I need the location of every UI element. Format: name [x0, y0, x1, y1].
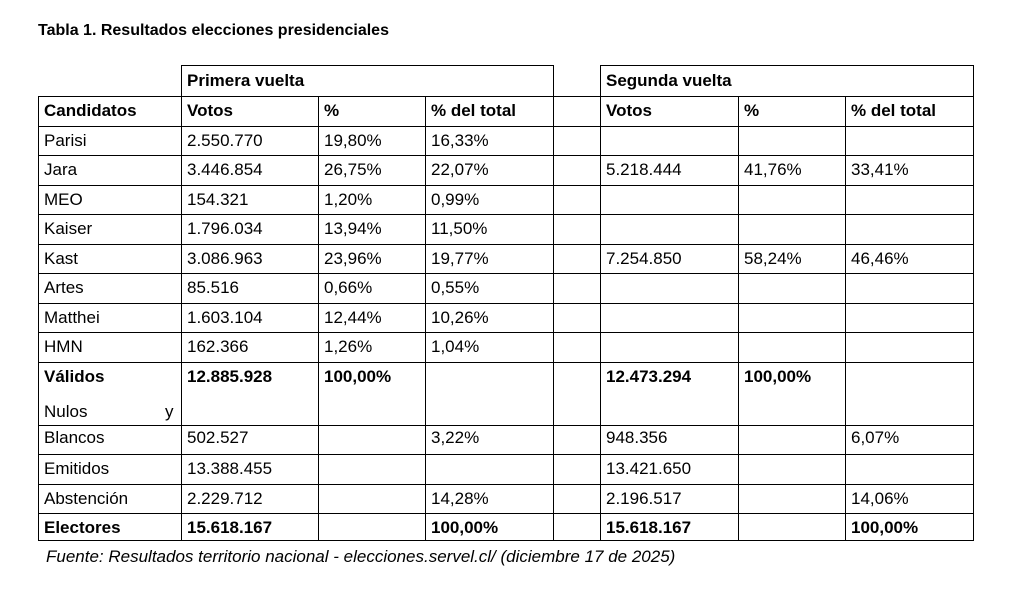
table-row-line [38, 273, 974, 274]
table-cell: 100,00% [851, 518, 919, 537]
table-row-line [38, 513, 974, 514]
table-cell: 33,41% [851, 160, 909, 179]
table-col-line [973, 65, 974, 541]
table-cell: 2.229.712 [187, 489, 263, 508]
table-cell: 12.885.928 [187, 367, 273, 386]
table-row-line [38, 155, 974, 156]
row-label: Kaiser [44, 219, 93, 238]
column-header: % [744, 101, 760, 120]
table-cell: 2.196.517 [606, 489, 682, 508]
table-col-line [738, 96, 739, 541]
row-label: y [165, 402, 174, 421]
column-header: % del total [431, 101, 517, 120]
table-title: Tabla 1. Resultados elecciones presidenciales [38, 22, 389, 39]
table-cell: 0,66% [324, 278, 373, 297]
table-cell: 3.446.854 [187, 160, 263, 179]
table-cell: 1.603.104 [187, 308, 263, 327]
row-label: MEO [44, 190, 83, 209]
row-label: Válidos [44, 367, 105, 386]
table-cell: 1.796.034 [187, 219, 263, 238]
table-row-line [38, 540, 974, 541]
group-header-first: Primera vuelta [187, 71, 305, 90]
table-cell: 1,26% [324, 337, 373, 356]
row-label: Matthei [44, 308, 100, 327]
table-cell: 15.618.167 [606, 518, 692, 537]
table-cell: 12.473.294 [606, 367, 692, 386]
table-cell: 948.356 [606, 428, 668, 447]
row-label: Emitidos [44, 459, 110, 478]
table-col-line [425, 96, 426, 541]
row-label: HMN [44, 337, 83, 356]
table-source: Fuente: Resultados territorio nacional - elecciones.servel.cl/ (diciembre 17 de 2025) [46, 547, 676, 566]
table-cell: 11,50% [431, 219, 488, 238]
column-header: Votos [606, 101, 652, 120]
table-cell: 5.218.444 [606, 160, 682, 179]
table-cell: 46,46% [851, 249, 909, 268]
table-row-line [38, 303, 974, 304]
table-cell: 13,94% [324, 219, 382, 238]
row-label: Kast [44, 249, 79, 268]
table-cell: 16,33% [431, 131, 489, 150]
table-cell: 7.254.850 [606, 249, 682, 268]
table-cell: 19,80% [324, 131, 382, 150]
table-col-line [318, 96, 319, 541]
table-cell: 14,06% [851, 489, 909, 508]
table-row-line [38, 126, 974, 127]
row-label: Artes [44, 278, 84, 297]
row-label: Jara [44, 160, 78, 179]
column-header: % [324, 101, 340, 120]
table-cell: 1,20% [324, 190, 373, 209]
table-cell: 26,75% [324, 160, 382, 179]
table-cell: 0,55% [431, 278, 480, 297]
table-row-line [38, 425, 974, 426]
table-row-line [38, 362, 974, 363]
column-header: Candidatos [44, 101, 137, 120]
table-cell: 10,26% [431, 308, 489, 327]
table-cell: 3.086.963 [187, 249, 263, 268]
table-cell: 13.388.455 [187, 459, 273, 478]
row-label: Abstención [44, 489, 129, 508]
table-cell: 502.527 [187, 428, 249, 447]
table-row-line [38, 332, 974, 333]
table-cell: 41,76% [744, 160, 802, 179]
table-cell: 15.618.167 [187, 518, 273, 537]
table-cell: 100,00% [744, 367, 812, 386]
row-label: Nulos [44, 402, 88, 421]
table-cell: 23,96% [324, 249, 382, 268]
table-cell: 100,00% [431, 518, 499, 537]
table-row-line [38, 244, 974, 245]
table-col-line [600, 65, 601, 541]
table-row-line [38, 185, 974, 186]
table-border-top [600, 65, 974, 66]
table-cell: 1,04% [431, 337, 480, 356]
table-cell: 22,07% [431, 160, 489, 179]
table-cell: 162.366 [187, 337, 249, 356]
table-border-top [181, 65, 554, 66]
table-cell: 12,44% [324, 308, 382, 327]
table-row-line [38, 454, 974, 455]
table-cell: 19,77% [431, 249, 489, 268]
table-cell: 14,28% [431, 489, 489, 508]
column-header: % del total [851, 101, 937, 120]
table-cell: 85.516 [187, 278, 239, 297]
table-col-line [845, 96, 846, 541]
table-cell: 58,24% [744, 249, 802, 268]
table-row-line [38, 96, 974, 97]
row-label: Electores [44, 518, 121, 537]
row-label: Blancos [44, 428, 105, 447]
table-cell: 6,07% [851, 428, 900, 447]
group-header-second: Segunda vuelta [606, 71, 732, 90]
table-cell: 13.421.650 [606, 459, 692, 478]
table-col-line [553, 65, 554, 541]
table-col-line [38, 96, 39, 541]
table-cell: 0,99% [431, 190, 480, 209]
table-col-line [181, 65, 182, 541]
row-label: Parisi [44, 131, 87, 150]
table-row-line [38, 484, 974, 485]
table-cell: 154.321 [187, 190, 249, 209]
table-cell: 2.550.770 [187, 131, 263, 150]
table-row-line [38, 214, 974, 215]
table-cell: 3,22% [431, 428, 480, 447]
column-header: Votos [187, 101, 233, 120]
table-cell: 100,00% [324, 367, 392, 386]
